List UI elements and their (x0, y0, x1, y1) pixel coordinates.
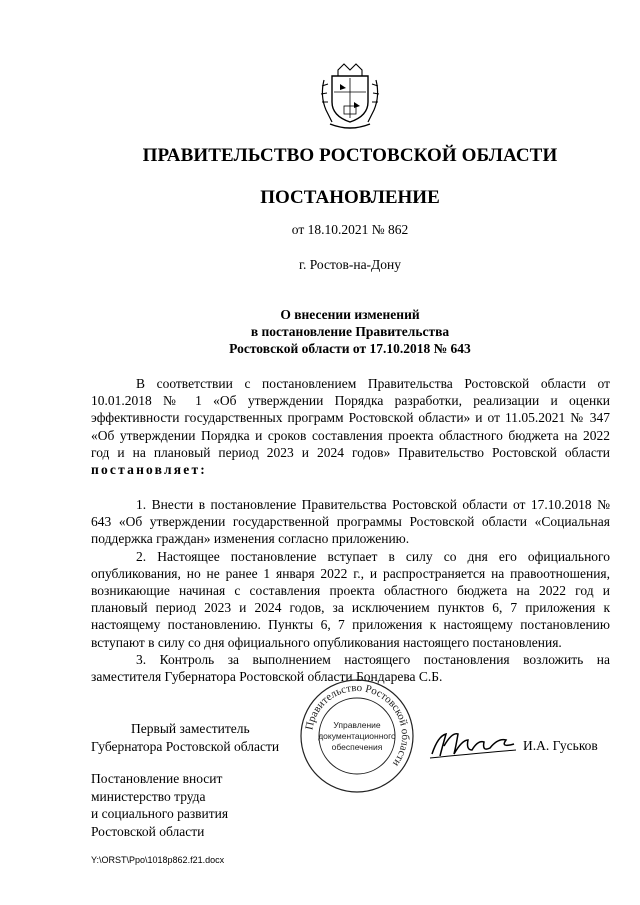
introduced-by-line: и социального развития (91, 806, 229, 821)
preamble-paragraph (91, 375, 610, 478)
preamble-text: В соответствии с постановлением Правительства Ростовской области от 10.01.2018 № 1 «Об утверждении Порядка разработки, реализации и оценки эффективности государственных программ Ростовской области» и от 11.05.2021 № 347 «Об утверждении Порядка и сроков составления проекта областного бюджета на 2022 год и на плановый период 2023 и 2024 годов» Правительство Ростовской области (91, 376, 610, 460)
introduced-by-line: Постановление вносит (91, 771, 223, 786)
resolves-word: постановляет: (91, 462, 207, 478)
clause-1: 1. Внести в постановление Правительства Ростовской области от 17.10.2018 № 643 «Об утверждении государственной программы Ростовской области «Социальная поддержка граждан» изменения согласно приложению. (91, 497, 610, 547)
handwritten-signature (428, 728, 518, 762)
subject-line: О внесении изменений (280, 307, 420, 322)
stamp-inner-line: Управление (333, 720, 381, 730)
subject-line: в постановление Правительства (250, 324, 450, 339)
introduced-by-line: Ростовской области (91, 823, 205, 839)
organization-title: ПРАВИТЕЛЬСТВО РОСТОВСКОЙ ОБЛАСТИ (142, 145, 558, 166)
introduced-by-block (91, 770, 228, 840)
date-and-number: от 18.10.2021 № 862 (291, 222, 409, 237)
file-path: Y:\ORST\Ppo\1018p862.f21.docx (91, 855, 225, 865)
document-subject (0, 306, 640, 357)
subject-line: Ростовской области от 17.10.2018 № 643 (229, 341, 471, 356)
preamble-block (91, 375, 610, 478)
stamp-outer-text: Правительство Ростовской области (303, 681, 412, 769)
signatory-name: И.А. Гуськов (523, 738, 598, 753)
clause-3: 3. Контроль за выполнением настоящего постановления возложить на заместителя Губернатора Ростовской области Бондарева С.Б. (91, 651, 610, 685)
clause-2: 2. Настоящее постановление вступает в силу со дня его официального опубликования, но не ранее 1 января 2022 г., и распространяется на правоотношения, возникающие начиная с составления проекта областного бюджета на 2022 год и плановый период 2023 и 2024 годов, за исключением пунктов 6, 7 приложения к настоящему постановлению. Пункты 6, 7 приложения к настоящему постановлению вступают в силу со дня официального опубликования настоящего постановления. (91, 548, 610, 650)
stamp-inner-line: документационного (318, 731, 396, 741)
coat-of-arms-emblem (318, 62, 382, 132)
clauses-block (91, 496, 610, 685)
city-line: г. Ростов-на-Дону (298, 257, 401, 272)
stamp-inner-line: обеспечения (331, 742, 383, 752)
position-line: Первый заместитель (131, 721, 250, 736)
signatory-position (91, 720, 279, 755)
introduced-by-line: министерство труда (91, 788, 206, 804)
document-type-title: ПОСТАНОВЛЕНИЕ (260, 187, 440, 208)
official-stamp (294, 676, 420, 796)
position-line: Губернатора Ростовской области (91, 738, 280, 754)
